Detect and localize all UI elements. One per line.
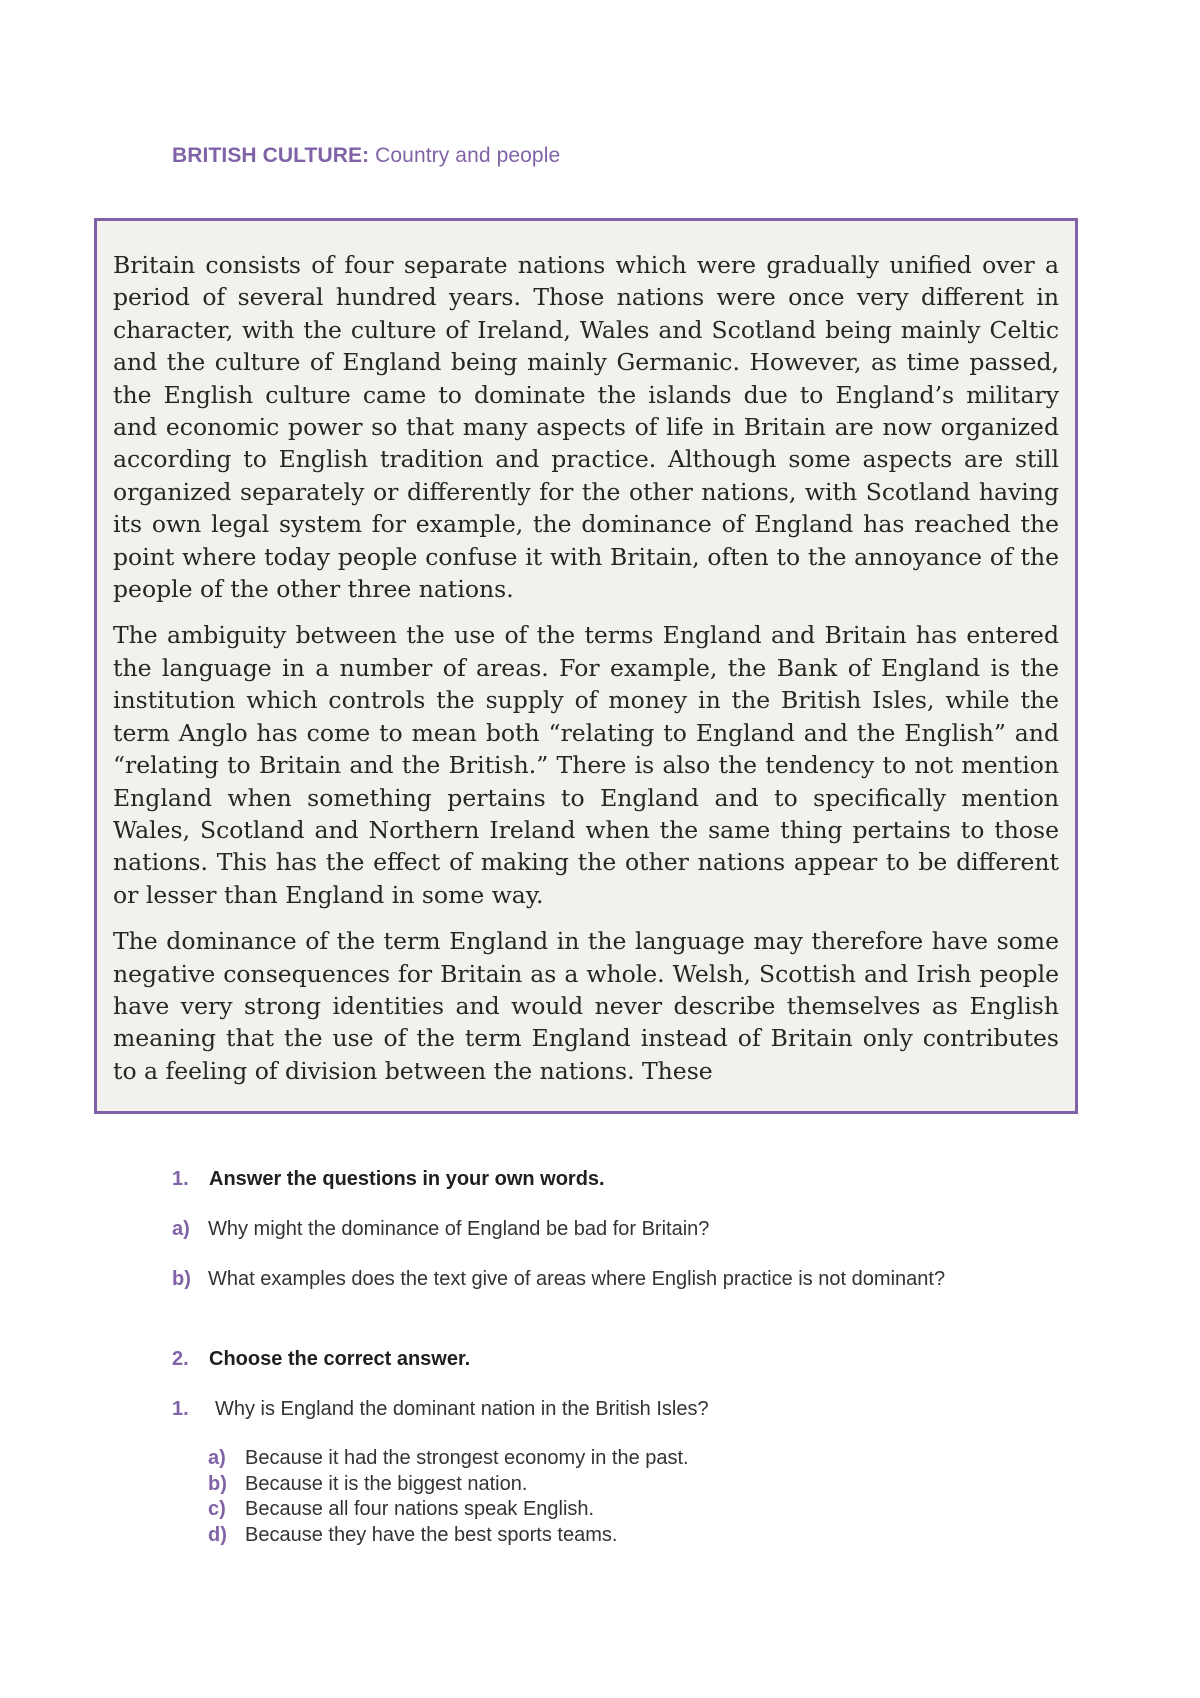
question-a: [172, 1218, 709, 1241]
reading-paragraph-3: The dominance of the term England in the language may therefore have some negative consequences for Britain as a whole. Welsh, Scottish and Irish people have very strong identities and would never describe themselves as English meaning that the use of the term England instead of Britain only contributes to a feeling of division between the nations. These: [113, 927, 1059, 1085]
mc-question-1-number: 1.: [172, 1398, 189, 1420]
option-d-label: d): [208, 1524, 227, 1547]
reading-paragraph-2: The ambiguity between the use of the terms England and Britain has entered the language in a number of areas. For example, the Bank of England is the institution which controls the supply of money in the British Isles, while the term Anglo has come to mean both “relating to England and the English” and “relating to Britain and the British.” There is also the tendency to not mention England when something pertains to England and to specifically mention Wales, Scotland and Northern Ireland when the same thing pertains to those nations. This has the effect of making the other nations appear to be different or lesser than England in some way.: [113, 621, 1059, 909]
answer-option-c[interactable]: [208, 1497, 689, 1523]
option-c-label: c): [208, 1498, 226, 1521]
option-a-label: a): [208, 1447, 226, 1469]
question-b: [172, 1268, 945, 1291]
mc-question-1: [172, 1398, 709, 1421]
question-a-label: a): [172, 1218, 190, 1240]
answer-option-b[interactable]: [208, 1472, 689, 1498]
exercise-1-heading: [172, 1168, 605, 1191]
exercise-1-number: 1.: [172, 1168, 189, 1190]
mc-question-1-text: Why is England the dominant nation in the British Isles?: [215, 1398, 709, 1420]
exercise-1-instruction: Answer the questions in your own words.: [209, 1168, 605, 1190]
answer-option-d[interactable]: [208, 1523, 689, 1549]
title-subtitle: Country and people: [375, 144, 561, 167]
exercise-2-instruction: Choose the correct answer.: [209, 1348, 471, 1370]
option-d-text: Because they have the best sports teams.: [245, 1524, 618, 1547]
exercise-2-heading: [172, 1348, 470, 1371]
question-b-text: What examples does the text give of areas where English practice is not dominant?: [208, 1268, 946, 1290]
question-a-text: Why might the dominance of England be bad for Britain?: [208, 1218, 710, 1240]
reading-paragraph-1: Britain consists of four separate nations which were gradually unified over a period of several hundred years. Those nations were once very different in character, with the culture of Ireland, Wales and Scotland being mainly Celtic and the culture of England being mainly Germanic. However, as time passed, the English culture came to dominate the islands due to England’s military and economic power so that many aspects of life in Britain are now organized according to English tradition and practice. Although some aspects are still organized separately or differently for the other nations, with Scotland having its own legal system for example, the dominance of England has reached the point where today people confuse it with Britain, often to the annoyance of the people of the other three nations.: [113, 251, 1059, 604]
title-prefix: BRITISH CULTURE:: [172, 144, 370, 167]
reading-passage-box: [94, 218, 1078, 1114]
page-title: [172, 144, 560, 168]
answer-option-a[interactable]: [208, 1446, 689, 1472]
exercise-2-number: 2.: [172, 1348, 189, 1370]
answer-options-list: [208, 1446, 689, 1549]
option-b-label: b): [208, 1472, 227, 1495]
question-b-label: b): [172, 1268, 191, 1290]
option-b-text: Because it is the biggest nation.: [245, 1472, 528, 1495]
option-c-text: Because all four nations speak English.: [245, 1498, 595, 1521]
option-a-text: Because it had the strongest economy in the past.: [245, 1447, 689, 1469]
